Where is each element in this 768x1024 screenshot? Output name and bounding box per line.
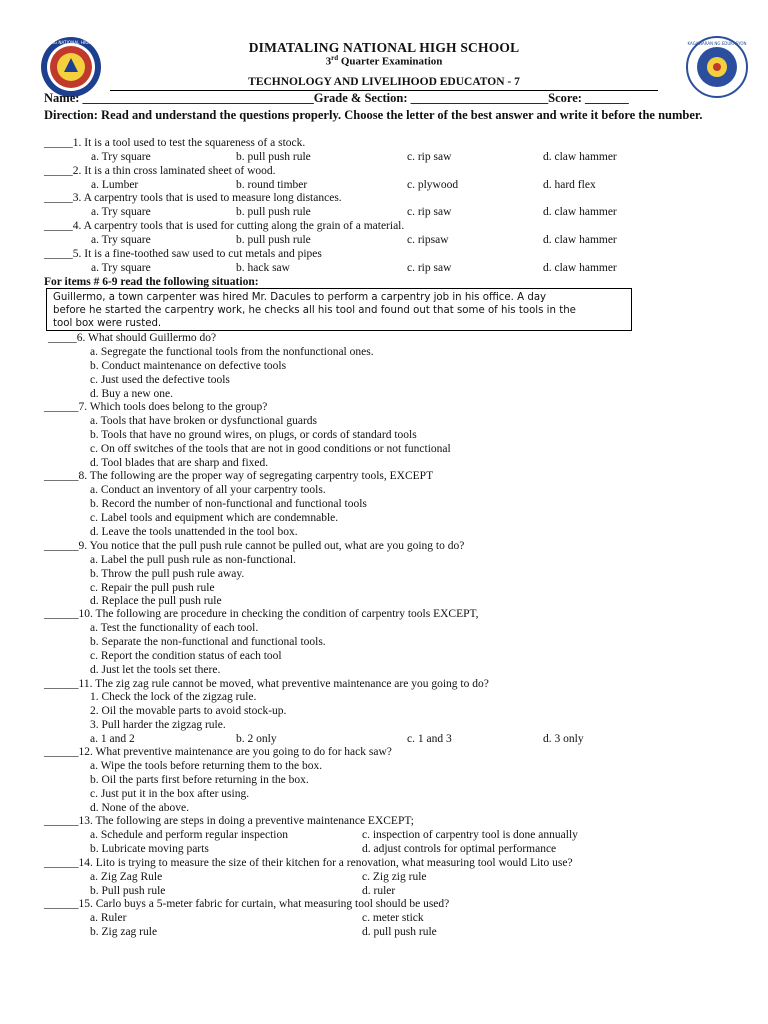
question-4: _____4. A carpentry tools that is used for cutting along the grain of a material.: [44, 220, 405, 232]
subject-title: TECHNOLOGY AND LIVELIHOOD EDUCATON - 7: [248, 76, 520, 88]
q6-option-c: c. Just used the defective tools: [90, 374, 230, 386]
q5-option-a: a. Try square: [91, 262, 151, 274]
q3-option-c: c. rip saw: [407, 206, 452, 218]
q2-option-d: d. hard flex: [543, 179, 596, 191]
q1-option-c: c. rip saw: [407, 151, 452, 163]
q8-option-a: a. Conduct an inventory of all your carpentry tools.: [90, 484, 326, 496]
q11-option-a: a. 1 and 2: [90, 733, 135, 745]
q3-option-a: a. Try square: [91, 206, 151, 218]
q2-option-c: c. plywood: [407, 179, 459, 191]
q10-option-a: a. Test the functionality of each tool.: [90, 622, 259, 634]
q11-item-3: 3. Pull harder the zigzag rule.: [90, 719, 226, 731]
q5-option-d: d. claw hammer: [543, 262, 617, 274]
q5-option-c: c. rip saw: [407, 262, 452, 274]
q6-option-d: d. Buy a new one.: [90, 388, 174, 400]
q6-option-a: a. Segregate the functional tools from the nonfunctional ones.: [90, 346, 374, 358]
question-12: ______12. What preventive maintenance are you going to do for hack saw?: [44, 746, 392, 758]
q13-option-b: b. Lubricate moving parts: [90, 843, 209, 855]
q11-option-c: c. 1 and 3: [407, 733, 452, 745]
q14-option-a: a. Zig Zag Rule: [90, 871, 163, 883]
q12-option-a: a. Wipe the tools before returning them to the box.: [90, 760, 323, 772]
q8-option-b: b. Record the number of non-functional and functional tools: [90, 498, 367, 510]
q6-option-b: b. Conduct maintenance on defective tools: [90, 360, 287, 372]
question-8: ______8. The following are the proper way of segregating carpentry tools, EXCEPT: [44, 470, 434, 482]
q10-option-c: c. Report the condition status of each tool: [90, 650, 282, 662]
q14-option-c: c. Zig zig rule: [362, 871, 427, 883]
situation-heading: For items # 6-9 read the following situation:: [44, 276, 259, 288]
q9-option-b: b. Throw the pull push rule away.: [90, 568, 245, 580]
q7-option-a: a. Tools that have broken or dysfunctional guards: [90, 415, 318, 427]
q12-option-c: c. Just put it in the box after using.: [90, 788, 250, 800]
situation-box: [46, 288, 632, 331]
q15-option-c: c. meter stick: [362, 912, 424, 924]
situation-line-3: tool box were rusted.: [53, 318, 162, 329]
q7-option-b: b. Tools that have no ground wires, on plugs, or cords of standard tools: [90, 429, 417, 441]
q9-option-d: d. Replace the pull push rule: [90, 595, 222, 607]
school-name: DIMATALING NATIONAL HIGH SCHOOL: [248, 40, 520, 55]
q3-option-b: b. pull push rule: [236, 206, 311, 218]
q7-option-c: c. On off switches of the tools that are not in good conditions or not functional: [90, 443, 451, 455]
q15-option-d: d. pull push rule: [362, 926, 437, 938]
question-14: ______14. Lito is trying to measure the size of their kitchen for a renovation, what measuring tool would Lito use?: [44, 857, 573, 869]
q13-option-d: d. adjust controls for optimal performance: [362, 843, 557, 855]
q9-option-a: a. Label the pull push rule as non-functional.: [90, 554, 296, 566]
q4-option-a: a. Try square: [91, 234, 151, 246]
q14-option-d: d. ruler: [362, 885, 396, 897]
q11-item-1: 1. Check the lock of the zigzag rule.: [90, 691, 257, 703]
situation-line-2: before he started the carpentry work, he checks all his tool and found out that some of his tools in the: [53, 305, 576, 316]
q9-option-c: c. Repair the pull push rule: [90, 582, 215, 594]
svg-text:DIMATALING NATIONAL HIGH SCHOO: DIMATALING NATIONAL HIGH SCHOOL: [31, 40, 111, 45]
question-15: ______15. Carlo buys a 5-meter fabric for curtain, what measuring tool should be used?: [44, 898, 450, 910]
svg-text:KAGAWARAN NG EDUKASYON: KAGAWARAN NG EDUKASYON: [687, 41, 747, 46]
q10-option-d: d. Just let the tools set there.: [90, 664, 221, 676]
q7-option-d: d. Tool blades that are sharp and fixed.: [90, 457, 269, 469]
question-9: ______9. You notice that the pull push rule cannot be pulled out, what are you going to do?: [44, 540, 465, 552]
q4-option-b: b. pull push rule: [236, 234, 311, 246]
q1-option-a: a. Try square: [91, 151, 151, 163]
q13-option-a: a. Schedule and perform regular inspection: [90, 829, 288, 841]
q14-option-b: b. Pull push rule: [90, 885, 166, 897]
q10-option-b: b. Separate the non-functional and functional tools.: [90, 636, 326, 648]
question-11: ______11. The zig zag rule cannot be moved, what preventive maintenance are you going to do?: [44, 678, 489, 690]
q1-option-b: b. pull push rule: [236, 151, 311, 163]
q4-option-c: c. ripsaw: [407, 234, 449, 246]
q5-option-b: b. hack saw: [236, 262, 290, 274]
q11-option-b: b. 2 only: [236, 733, 277, 745]
q12-option-d: d. None of the above.: [90, 802, 189, 814]
q15-option-b: b. Zig zag rule: [90, 926, 158, 938]
q11-item-2: 2. Oil the movable parts to avoid stock-up.: [90, 705, 287, 717]
q4-option-d: d. claw hammer: [543, 234, 617, 246]
q8-option-d: d. Leave the tools unattended in the tool box.: [90, 526, 298, 538]
q8-option-c: c. Label tools and equipment which are condemnable.: [90, 512, 339, 524]
directions: Direction: Read and understand the questions properly. Choose the letter of the best answer and write it before the number.: [44, 108, 703, 122]
question-10: ______10. The following are procedure in checking the condition of carpentry tools EXCEPT,: [44, 608, 479, 620]
question-6: _____6. What should Guillermo do?: [48, 332, 217, 344]
question-3: _____3. A carpentry tools that is used to measure long distances.: [44, 192, 342, 204]
q1-option-d: d. claw hammer: [543, 151, 617, 163]
question-1: _____1. It is a tool used to test the squareness of a stock.: [44, 137, 306, 149]
question-7: ______7. Which tools does belong to the group?: [44, 401, 268, 413]
exam-quarter: 3rd Quarter Examination: [325, 54, 443, 68]
q2-option-a: a. Lumber: [91, 179, 139, 191]
student-info-line: Name: _____________________________________Grade & Section: ______________________Score: _______: [44, 91, 629, 105]
q2-option-b: b. round timber: [236, 179, 308, 191]
question-2: _____2. It is a thin cross laminated sheet of wood.: [44, 165, 276, 177]
q11-option-d: d. 3 only: [543, 733, 584, 745]
question-13: ______13. The following are steps in doing a preventive maintenance EXCEPT;: [44, 815, 414, 827]
q13-option-c: c. inspection of carpentry tool is done annually: [362, 829, 578, 841]
q3-option-d: d. claw hammer: [543, 206, 617, 218]
q12-option-b: b. Oil the parts first before returning in the box.: [90, 774, 309, 786]
question-5: _____5. It is a fine-toothed saw used to cut metals and pipes: [44, 248, 322, 260]
q15-option-a: a. Ruler: [90, 912, 127, 924]
situation-line-1: Guillermo, a town carpenter was hired Mr. Dacules to perform a carpentry job in his office. A day: [53, 292, 547, 303]
